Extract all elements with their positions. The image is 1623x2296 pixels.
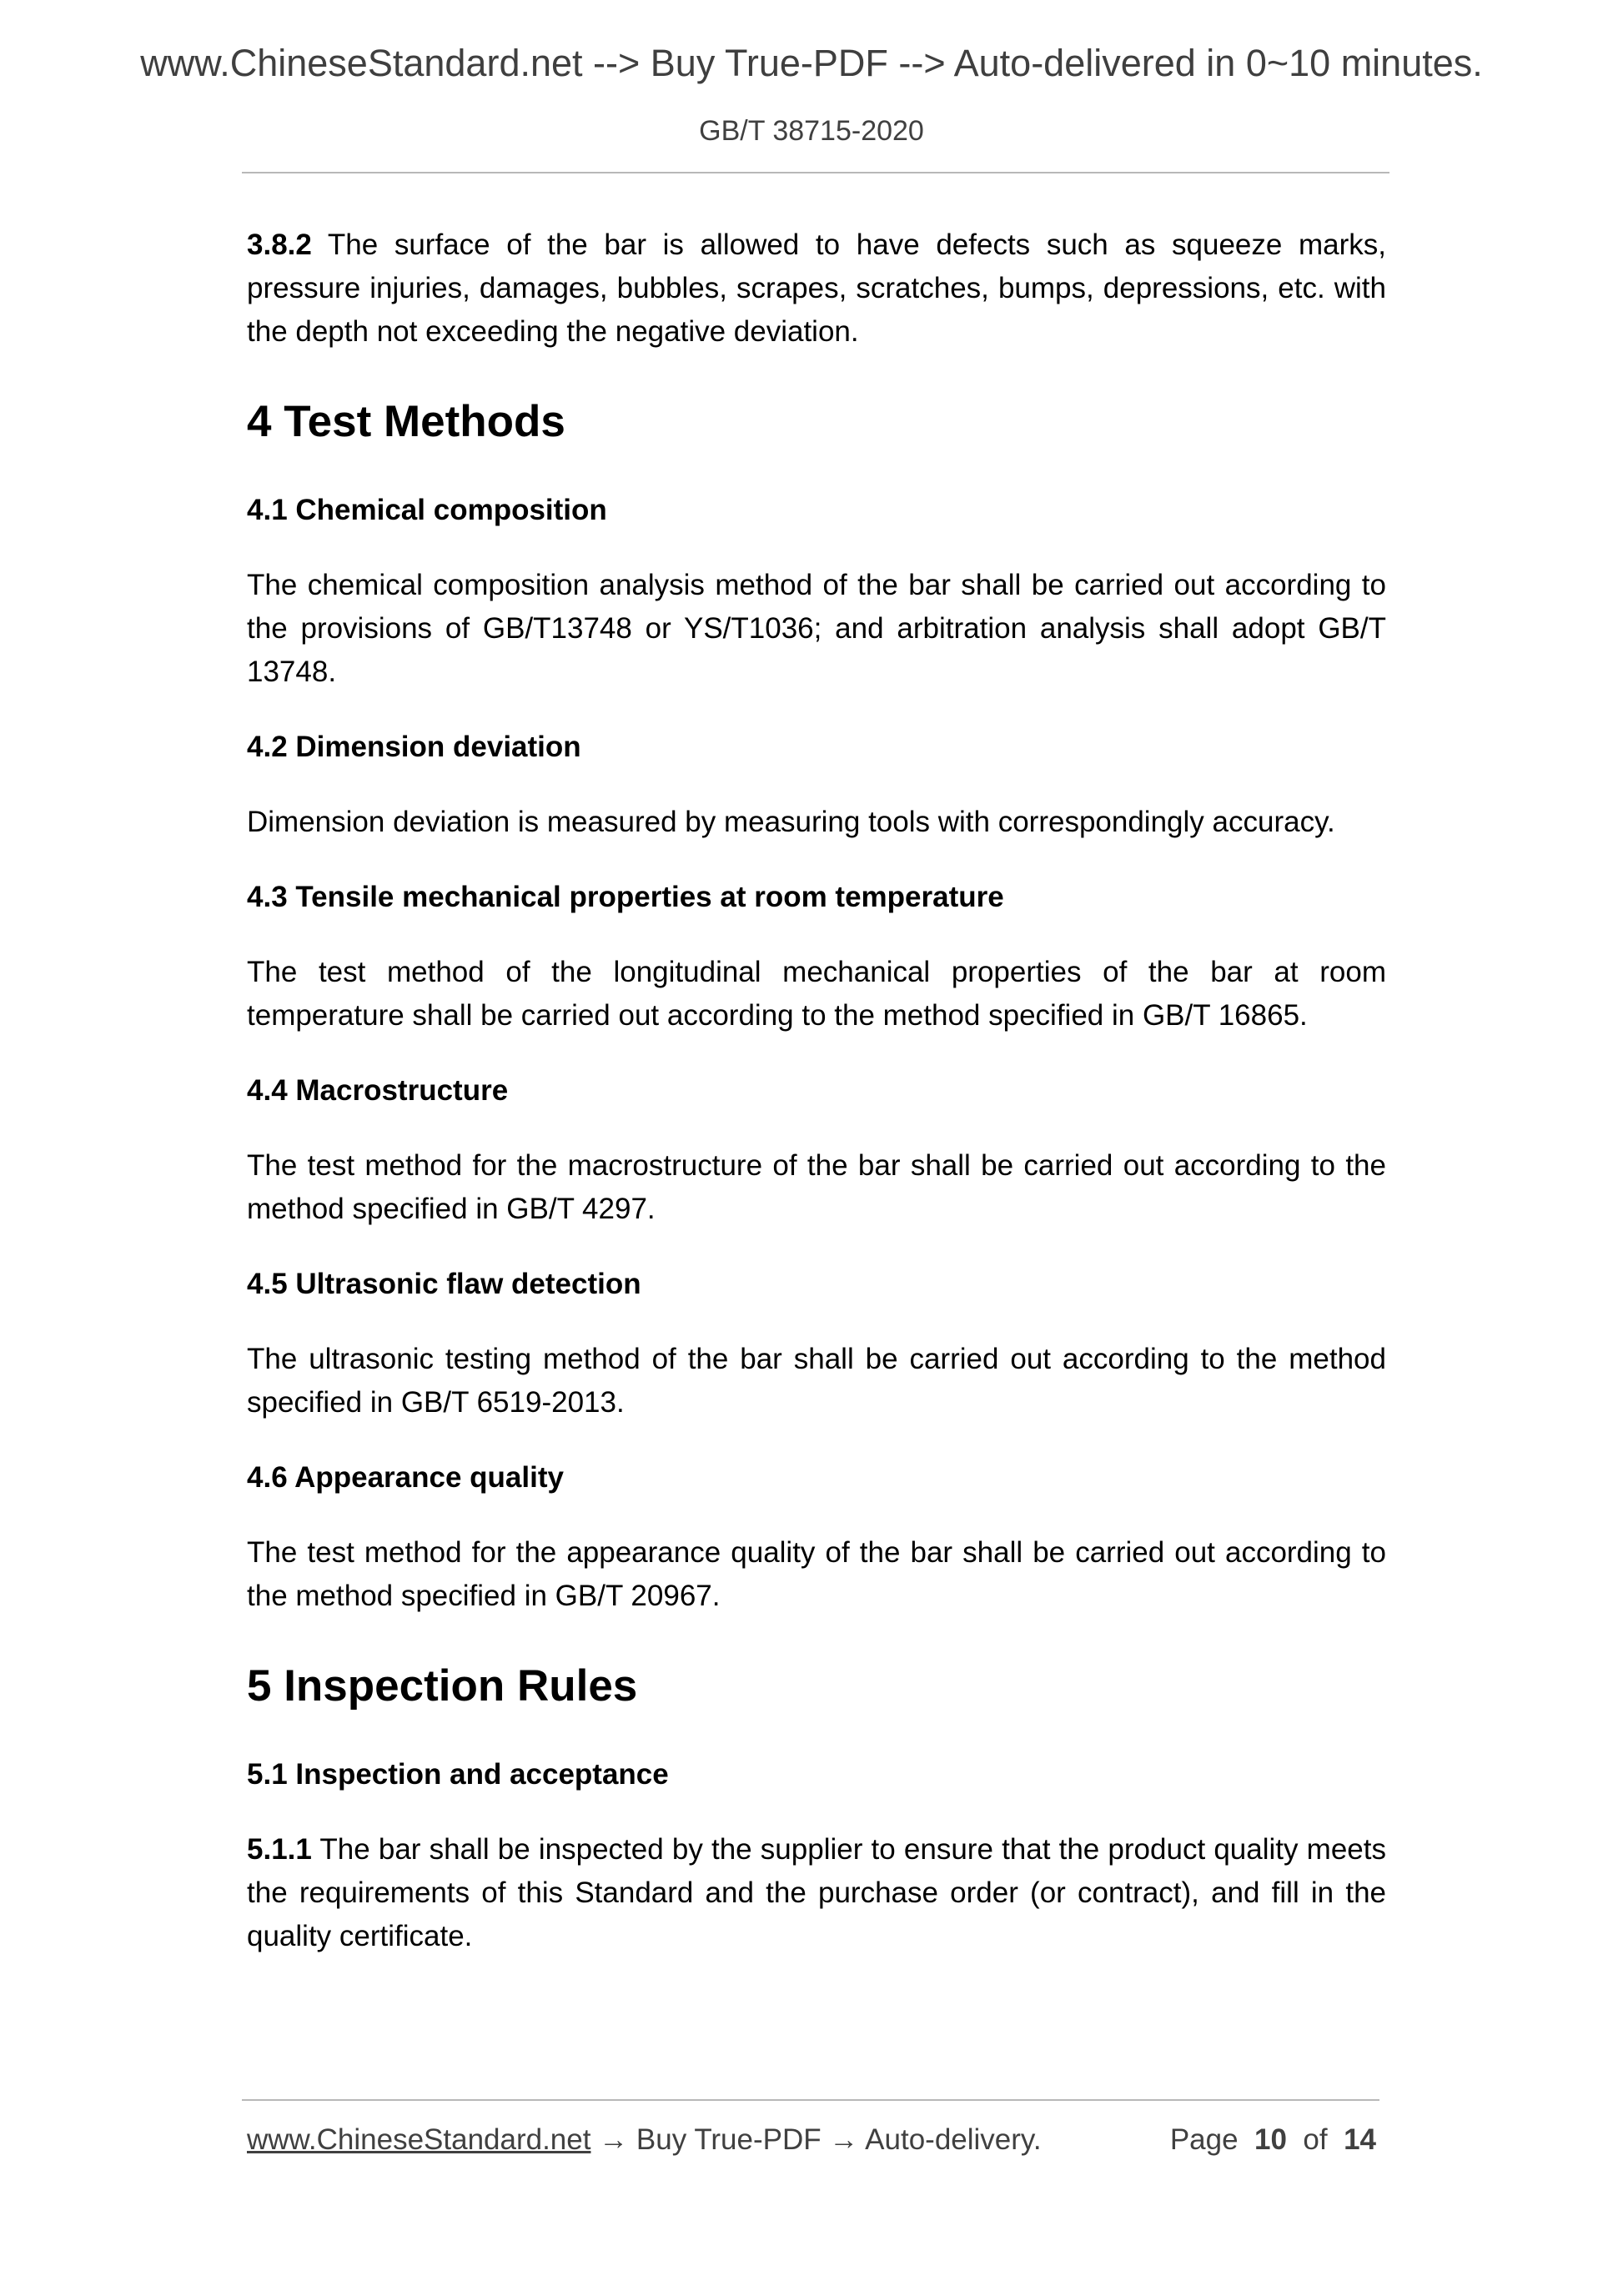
section-4-6-text: The test method for the appearance quality of the bar shall be carried out according to the method specified in GB/T 20967.: [247, 1536, 1386, 1612]
section-4-1-text: The chemical composition analysis method of the bar shall be carried out according to the provisions of GB/T13748 or YS/T1036; and arbitration analysis shall adopt GB/T 13748.: [247, 569, 1386, 688]
footer-site-link[interactable]: www.ChineseStandard.net: [247, 2123, 591, 2156]
footer-divider: [242, 2099, 1379, 2101]
section-4-2-heading: 4.2 Dimension deviation: [247, 731, 581, 763]
page-footer: [247, 2123, 1376, 2157]
header-divider: [242, 172, 1389, 173]
total-pages-number: 14: [1344, 2123, 1376, 2156]
section-4-3-heading: 4.3 Tensile mechanical properties at room temperature: [247, 881, 1004, 913]
section-4-heading: 4 Test Methods: [247, 397, 565, 446]
page-indicator: [1170, 2123, 1376, 2157]
section-4-6-heading: 4.6 Appearance quality: [247, 1461, 564, 1494]
clause-number: 3.8.2: [247, 229, 312, 261]
standard-code: GB/T 38715-2020: [699, 115, 924, 147]
paragraph-text: The bar shall be inspected by the supplier to ensure that the product quality meets the requirements of this Standard and the purchase order (or contract), and fill in the quality certificate.: [247, 1833, 1386, 1952]
current-page-number: 10: [1254, 2123, 1287, 2156]
section-4-1-heading: 4.1 Chemical composition: [247, 494, 607, 526]
paragraph-5-1-1: [247, 1828, 1386, 1958]
footer-tagline: → Buy True-PDF → Auto-delivery.: [590, 2123, 1042, 2156]
section-4-4-text: The test method for the macrostructure of the bar shall be carried out according to the method specified in GB/T 4297.: [247, 1149, 1386, 1225]
clause-number: 5.1.1: [247, 1833, 312, 1866]
paragraph-3-8-2: [247, 224, 1386, 354]
top-banner: www.ChineseStandard.net --> Buy True-PDF --> Auto-delivered in 0~10 minutes.: [140, 42, 1483, 84]
section-5-heading: 5 Inspection Rules: [247, 1661, 638, 1711]
section-4-2-text: Dimension deviation is measured by measuring tools with correspondingly accuracy.: [247, 806, 1335, 838]
section-5-1-heading: 5.1 Inspection and acceptance: [247, 1758, 669, 1791]
section-4-4-heading: 4.4 Macrostructure: [247, 1074, 509, 1107]
of-label: of: [1303, 2123, 1328, 2156]
section-4-5-heading: 4.5 Ultrasonic flaw detection: [247, 1268, 641, 1300]
page-label: Page: [1169, 2123, 1239, 2156]
section-4-5-text: The ultrasonic testing method of the bar shall be carried out according to the method specified in GB/T 6519-2013.: [247, 1343, 1386, 1419]
paragraph-text: The surface of the bar is allowed to have defects such as squeeze marks, pressure injuries, damages, bubbles, scrapes, scratches, bumps, depressions, etc. with the depth not exceeding the negative deviation.: [247, 229, 1386, 348]
section-4-3-text: The test method of the longitudinal mechanical properties of the bar at room temperature shall be carried out according to the method specified in GB/T 16865.: [247, 956, 1386, 1032]
document-body: [247, 224, 1386, 1990]
